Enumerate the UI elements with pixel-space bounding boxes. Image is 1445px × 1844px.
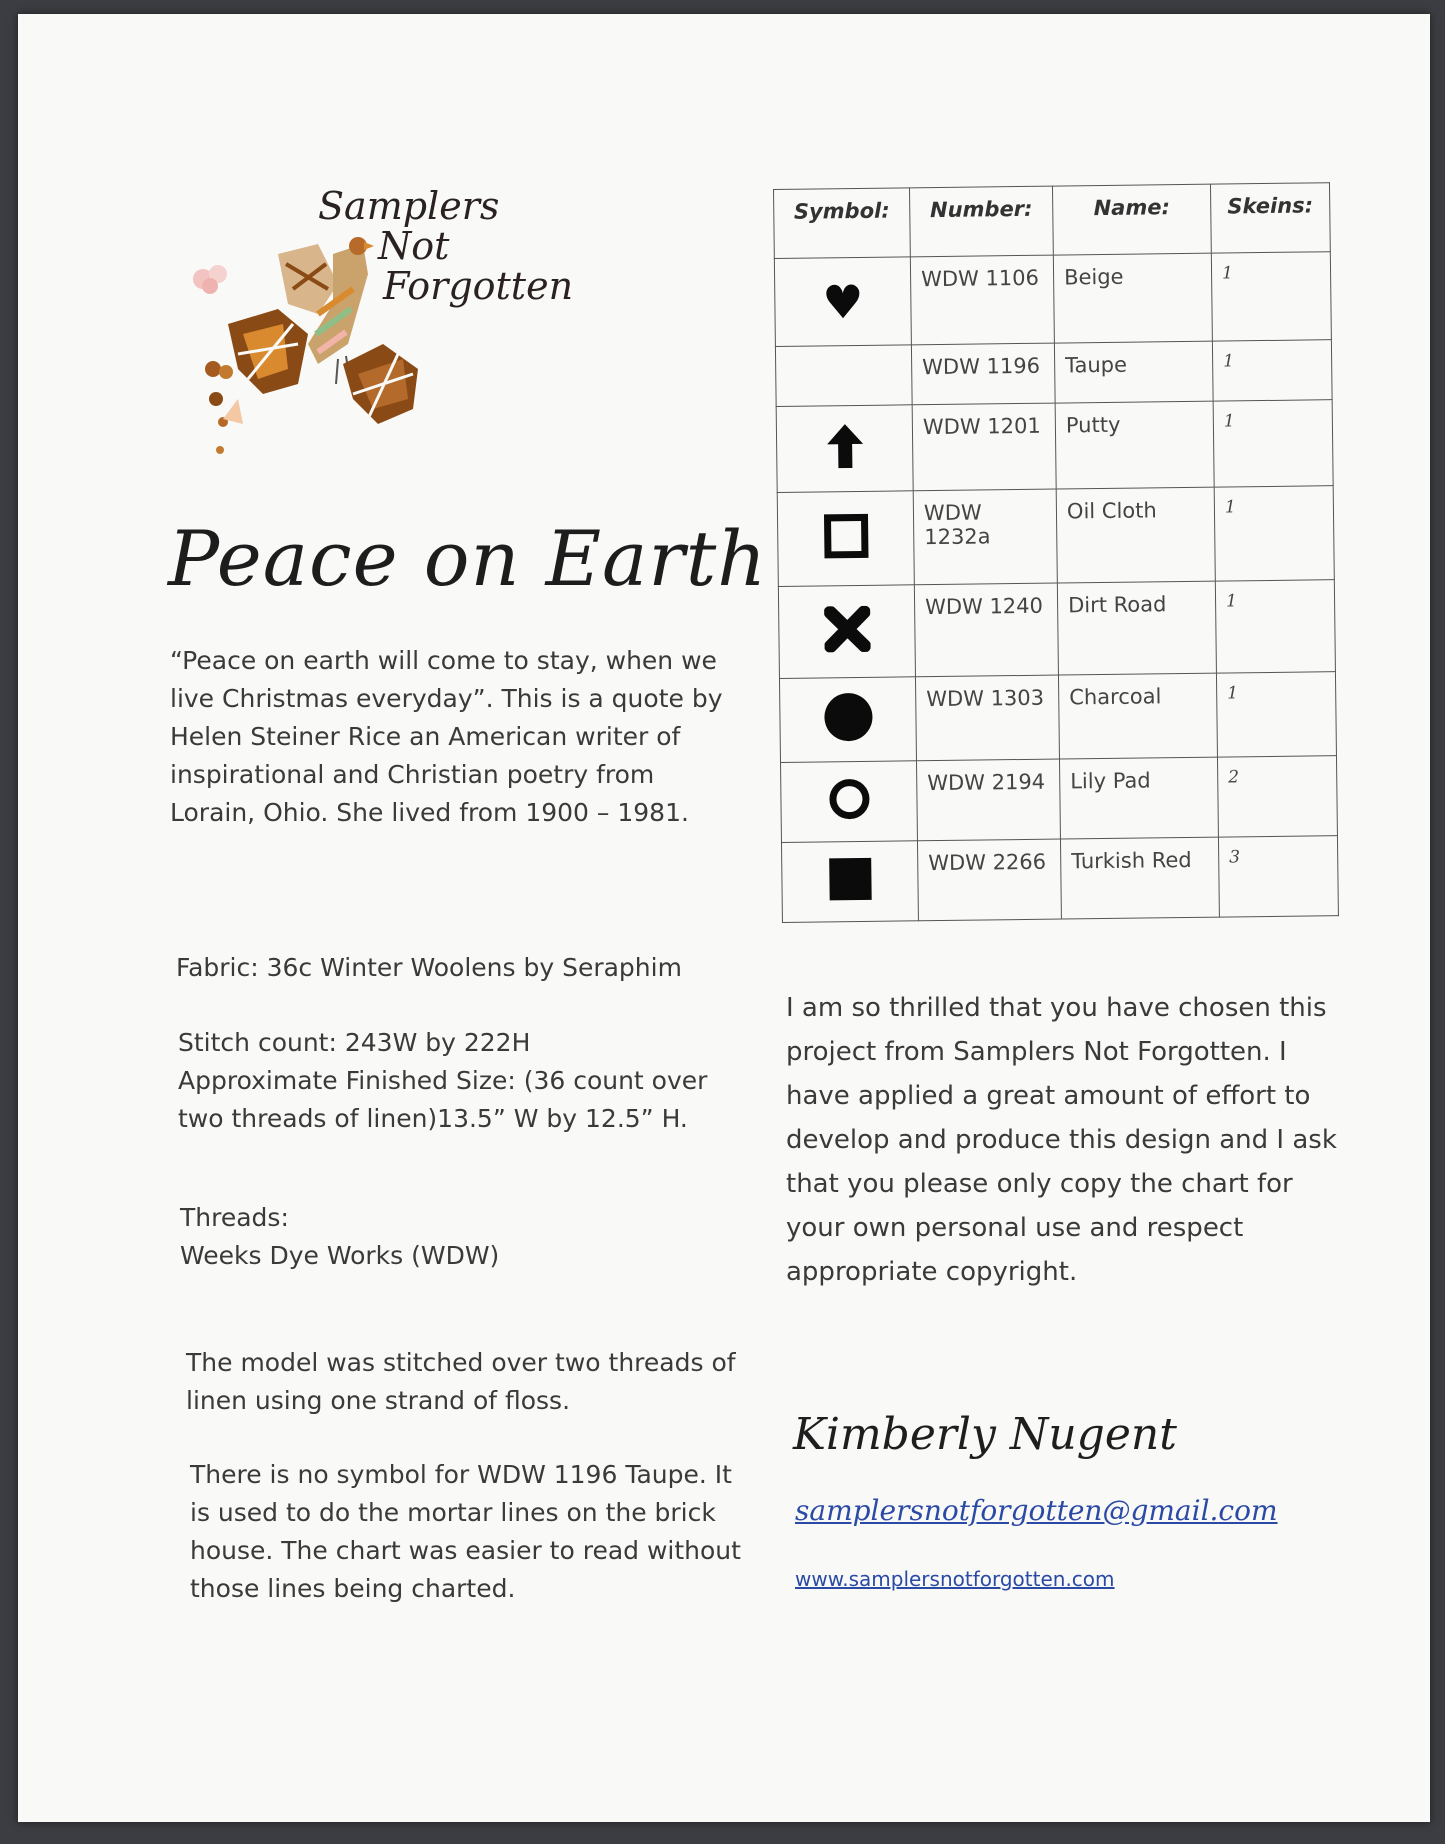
skeins-cell: 1 bbox=[1215, 580, 1335, 673]
up-arrow-icon bbox=[826, 424, 863, 468]
name-cell: Charcoal bbox=[1058, 673, 1217, 759]
symbol-cell bbox=[777, 491, 914, 587]
symbol-cell bbox=[778, 585, 915, 679]
heart-icon: ♥ bbox=[821, 274, 864, 329]
logo-line-forgotten: Forgotten bbox=[383, 264, 574, 308]
table-row bbox=[779, 672, 1336, 763]
symbol-cell bbox=[781, 841, 918, 923]
name-cell: Taupe bbox=[1054, 341, 1213, 403]
header-number: Number: bbox=[909, 186, 1053, 257]
name-cell: Putty bbox=[1055, 401, 1214, 489]
number-cell: WDW 1201 bbox=[912, 403, 1056, 491]
number-cell: WDW 1196 bbox=[911, 343, 1055, 405]
pattern-sheet bbox=[18, 14, 1430, 1822]
stitch-info bbox=[178, 1024, 718, 1138]
finished-size: Approximate Finished Size: (36 count over two threads of linen)13.5” W by 12.5” H. bbox=[178, 1066, 708, 1133]
skeins-cell: 1 bbox=[1214, 486, 1334, 581]
skeins-cell: 1 bbox=[1212, 340, 1332, 401]
skeins-cell: 3 bbox=[1218, 836, 1338, 917]
skeins-cell: 1 bbox=[1216, 672, 1336, 757]
symbol-cell bbox=[774, 257, 911, 347]
samplers-not-forgotten-logo bbox=[168, 184, 688, 484]
x-mark-icon bbox=[824, 606, 871, 653]
model-note: The model was stitched over two threads of linen using one strand of floss. bbox=[186, 1348, 736, 1415]
name-cell: Dirt Road bbox=[1057, 581, 1216, 675]
table-header-row bbox=[774, 183, 1331, 259]
name-cell: Lily Pad bbox=[1059, 757, 1218, 839]
website-link[interactable]: www.samplersnotforgotten.com bbox=[795, 1567, 1115, 1591]
number-cell: WDW 1303 bbox=[915, 675, 1059, 761]
number-cell: WDW 2266 bbox=[917, 839, 1061, 921]
intro-paragraph: “Peace on earth will come to stay, when we live Christmas everyday”. This is a quote by Helen Steiner Rice an American writer of inspirational and Christian poetry from Lorain, Ohio. She lived from 1900 – 1981. bbox=[170, 646, 723, 827]
table-row bbox=[777, 486, 1334, 587]
symbol-cell bbox=[776, 405, 913, 493]
number-cell: WDW 1106 bbox=[910, 255, 1054, 345]
header-symbol: Symbol: bbox=[774, 188, 911, 259]
thread-key-table bbox=[773, 182, 1339, 923]
skeins-cell: 2 bbox=[1217, 756, 1337, 837]
table-row bbox=[776, 400, 1333, 493]
table-row bbox=[774, 252, 1331, 347]
filled-circle-icon bbox=[824, 693, 873, 742]
header-name: Name: bbox=[1052, 184, 1211, 255]
table-row bbox=[781, 756, 1338, 843]
logo-line-samplers: Samplers bbox=[318, 184, 500, 228]
threads-label: Threads: bbox=[180, 1203, 289, 1232]
fabric-line: Fabric: 36c Winter Woolens by Seraphim bbox=[176, 953, 682, 982]
table-row bbox=[781, 836, 1338, 923]
symbol-cell bbox=[779, 677, 916, 763]
name-cell: Beige bbox=[1053, 253, 1212, 343]
name-cell: Oil Cloth bbox=[1056, 487, 1215, 583]
taupe-note: There is no symbol for WDW 1196 Taupe. It is used to do the mortar lines on the brick house. The chart was easier to read without those lines being charted. bbox=[190, 1460, 741, 1603]
number-cell: WDW 2194 bbox=[916, 759, 1060, 841]
header-skeins: Skeins: bbox=[1210, 183, 1330, 253]
table-row bbox=[775, 340, 1332, 407]
filled-square-icon bbox=[829, 858, 872, 901]
table-row bbox=[778, 580, 1335, 679]
number-cell: WDW 1240 bbox=[914, 583, 1058, 677]
email-link[interactable]: samplersnotforgotten@gmail.com bbox=[795, 1494, 1278, 1527]
pattern-title: Peace on Earth bbox=[168, 514, 768, 603]
threads-value: Weeks Dye Works (WDW) bbox=[180, 1241, 500, 1270]
copyright-note: I am so thrilled that you have chosen this project from Samplers Not Forgotten. I have applied a great amount of effort to develop and produce this design and I ask that you please only copy the chart for your own personal use and respect appropriate copyright. bbox=[786, 993, 1337, 1287]
number-cell: WDW 1232a bbox=[913, 489, 1057, 585]
skeins-cell: 1 bbox=[1213, 400, 1333, 487]
symbol-cell bbox=[781, 761, 918, 843]
stitch-count: Stitch count: 243W by 222H bbox=[178, 1028, 531, 1057]
designer-signature: Kimberly Nugent bbox=[793, 1409, 1177, 1460]
logo-line-not: Not bbox=[378, 224, 450, 268]
threads-info bbox=[180, 1199, 720, 1275]
open-square-icon bbox=[823, 514, 868, 559]
name-cell: Turkish Red bbox=[1060, 837, 1219, 919]
symbol-cell bbox=[775, 345, 912, 407]
open-circle-icon bbox=[829, 779, 869, 819]
skeins-cell: 1 bbox=[1211, 252, 1331, 341]
